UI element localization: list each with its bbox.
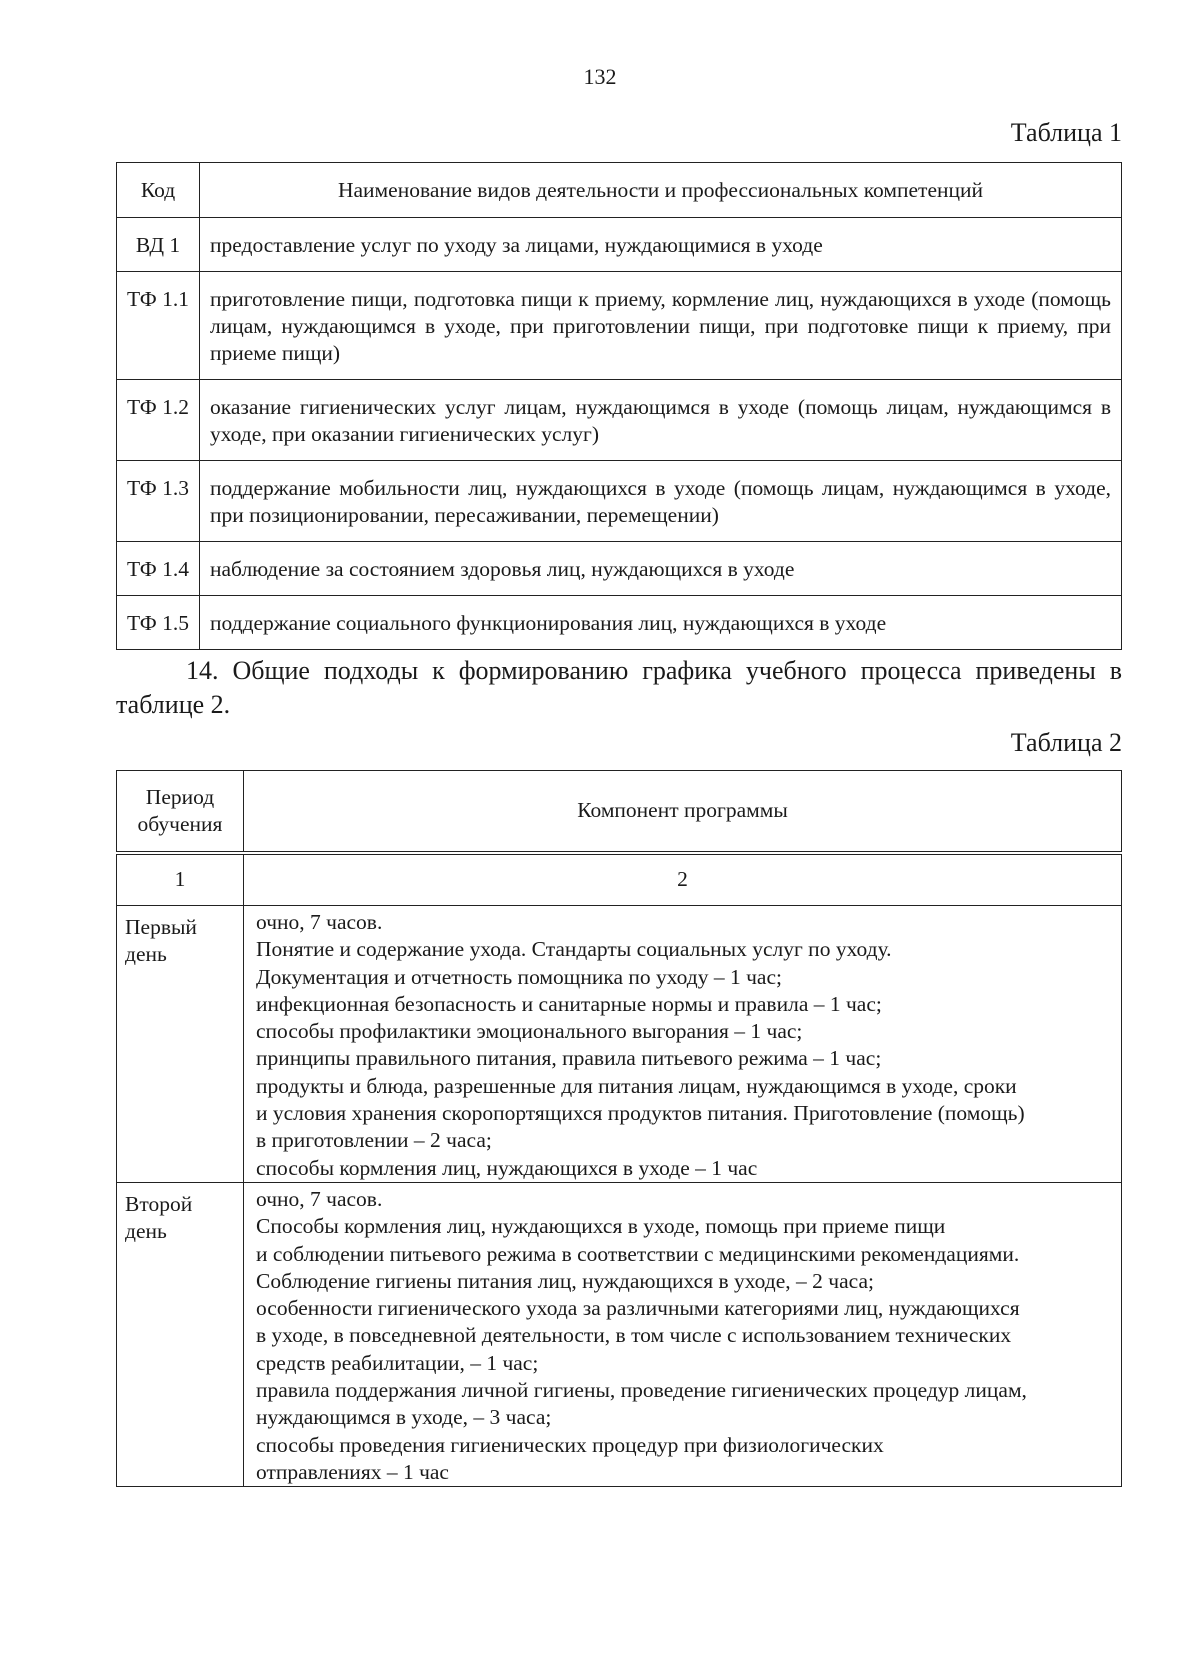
row-description: поддержание социального функционирования лиц, нуждающихся в уходе [200, 596, 1122, 650]
row-description: поддержание мобильности лиц, нуждающихся в уходе (помощь лицам, нуждающимся в уходе, при позиционировании, пересаживании, перемещении) [200, 461, 1122, 542]
row-description: предоставление услуг по уходу за лицами, нуждающимися в уходе [200, 218, 1122, 272]
competencies-table-body [117, 218, 1122, 650]
row-content [244, 1182, 1122, 1486]
row-period: Второй день [117, 1182, 244, 1486]
header-period: Период обучения [117, 771, 244, 854]
content-line: Документация и отчетность помощника по уходу – 1 час; [256, 964, 782, 989]
table-row [117, 461, 1122, 542]
content-line: продукты и блюда, разрешенные для питания лицам, нуждающимся в уходе, сроки [256, 1073, 1017, 1098]
row-content [244, 906, 1122, 1183]
page-number: 132 [583, 64, 617, 89]
content-line: правила поддержания личной гигиены, проведение гигиенических процедур лицам, [256, 1378, 1027, 1403]
column-index: 1 [117, 853, 244, 906]
content-line: Соблюдение гигиены питания лиц, нуждающихся в уходе, – 2 часа; [256, 1268, 874, 1293]
content-line: средств реабилитации, – 1 час; [256, 1350, 539, 1375]
row-code: ТФ 1.3 [117, 461, 200, 542]
content-line: особенности гигиенического ухода за различными категориями лиц, нуждающихся [256, 1296, 1020, 1321]
paragraph-line: 14. Общие подходы к формированию графика учебного процесса приведены в [186, 656, 1122, 685]
content-line: нуждающимся в уходе, – 3 часа; [256, 1405, 552, 1430]
content-line: очно, 7 часов. [256, 910, 383, 934]
table-row [117, 1182, 1122, 1486]
row-code: ТФ 1.1 [117, 272, 200, 380]
row-code: ТФ 1.4 [117, 542, 200, 596]
paragraph-14 [116, 654, 1122, 722]
table-row [117, 906, 1122, 1183]
table-header-row [117, 771, 1122, 854]
table-row [117, 218, 1122, 272]
row-description: оказание гигиенических услуг лицам, нуждающимся в уходе (помощь лицам, нуждающимся в уходе, при оказании гигиенических услуг) [200, 380, 1122, 461]
content-line: Способы кормления лиц, нуждающихся в уходе, помощь при приеме пищи [256, 1214, 946, 1239]
content-line: в приготовлении – 2 часа; [256, 1128, 492, 1153]
row-code: ВД 1 [117, 218, 200, 272]
table-row [117, 542, 1122, 596]
competencies-table [116, 162, 1122, 650]
content-line: способы проведения гигиенических процедур при физиологических [256, 1432, 884, 1457]
row-description: приготовление пищи, подготовка пищи к приему, кормление лиц, нуждающихся в уходе (помощь лицам, нуждающимся в уходе, при приготовлении пищи, при подготовке пищи к приему, при приеме пищи) [200, 272, 1122, 380]
content-line: способы кормления лиц, нуждающихся в уходе – 1 час [256, 1155, 758, 1180]
table-row [117, 596, 1122, 650]
table-header-row [117, 163, 1122, 218]
content-line: инфекционная безопасность и санитарные нормы и правила – 1 час; [256, 991, 882, 1016]
content-line: отправлениях – 1 час [256, 1459, 449, 1484]
schedule-table-body [117, 853, 1122, 1487]
row-period: Первый день [117, 906, 244, 1183]
content-line: Понятие и содержание ухода. Стандарты социальных услуг по уходу. [256, 937, 892, 962]
header-name: Наименование видов деятельности и профессиональных компетенций [200, 163, 1122, 218]
content-line: в уходе, в повседневной деятельности, в том числе с использованием технических [256, 1323, 1012, 1348]
column-index: 2 [244, 853, 1122, 906]
row-code: ТФ 1.2 [117, 380, 200, 461]
content-line: способы профилактики эмоционального выгорания – 1 час; [256, 1019, 803, 1044]
content-line: очно, 7 часов. [256, 1186, 383, 1211]
column-index-row [117, 853, 1122, 906]
row-description: наблюдение за состоянием здоровья лиц, нуждающихся в уходе [200, 542, 1122, 596]
row-code: ТФ 1.5 [117, 596, 200, 650]
table-row [117, 272, 1122, 380]
content-line: принципы правильного питания, правила питьевого режима – 1 час; [256, 1046, 882, 1071]
header-component: Компонент программы [244, 771, 1122, 854]
content-line: и условия хранения скоропортящихся продуктов питания. Приготовление (помощь) [256, 1101, 1025, 1126]
table-row [117, 380, 1122, 461]
table1-caption: Таблица 1 [1010, 118, 1122, 147]
table2-caption: Таблица 2 [1010, 728, 1122, 757]
content-line: и соблюдении питьевого режима в соответствии с медицинскими рекомендациями. [256, 1241, 1020, 1266]
header-code: Код [117, 163, 200, 218]
schedule-table [116, 770, 1122, 1487]
paragraph-line: таблице 2. [116, 690, 231, 719]
